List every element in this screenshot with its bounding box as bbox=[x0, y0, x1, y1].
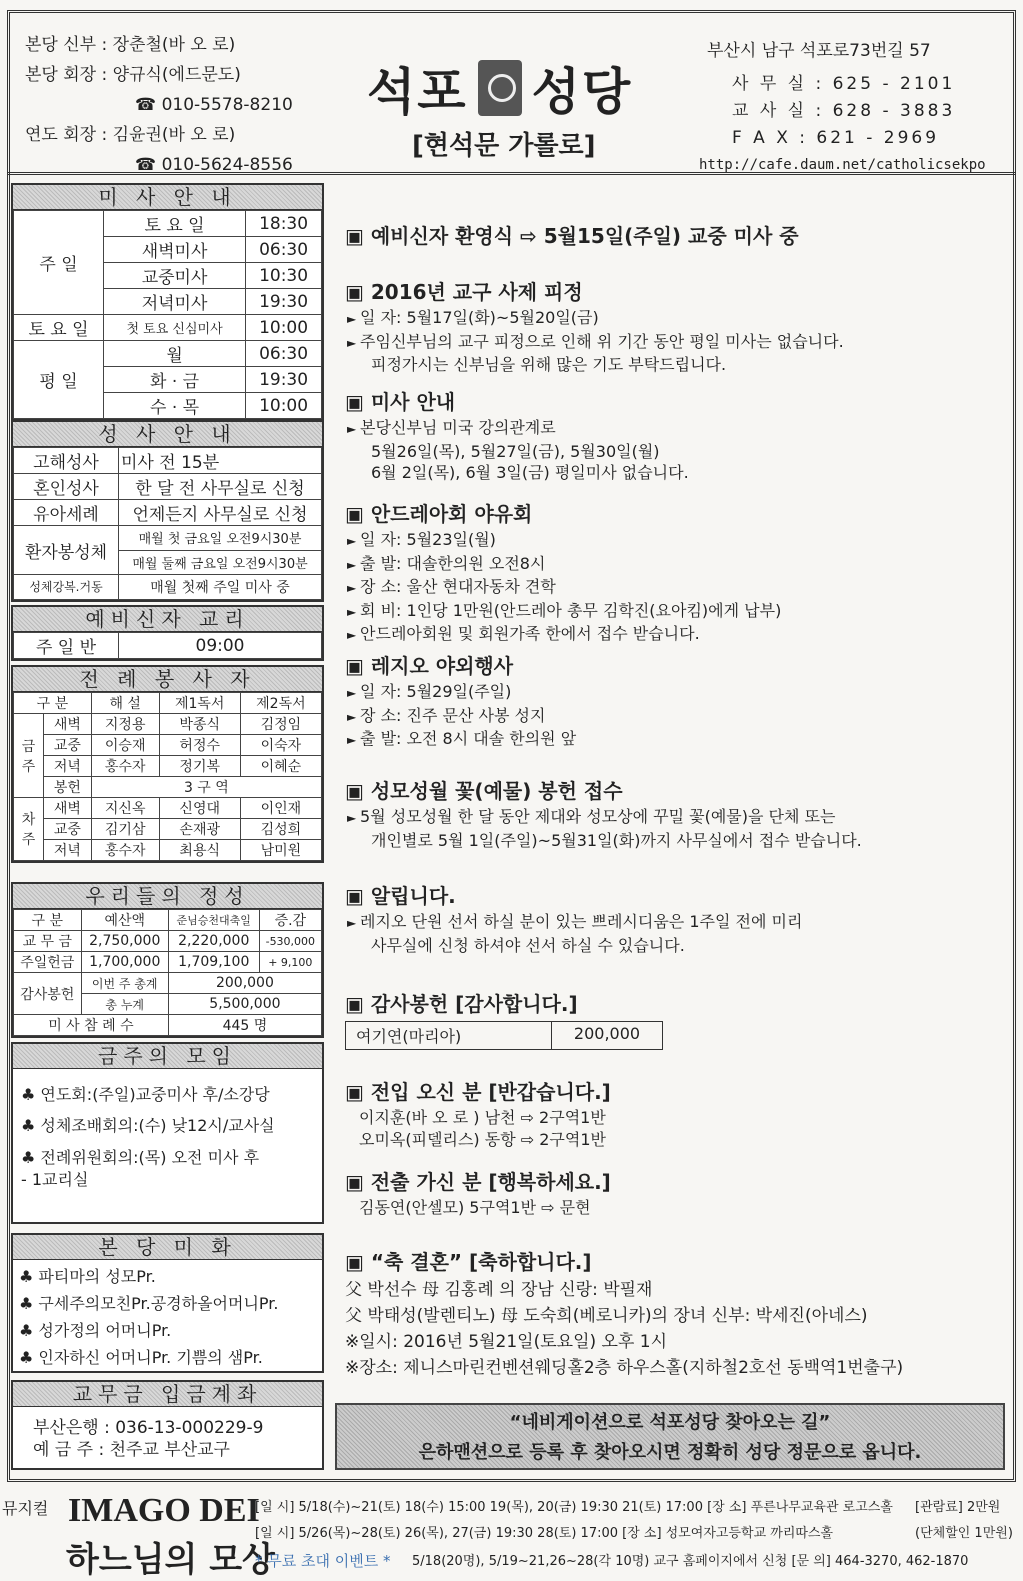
notice-section bbox=[345, 220, 1005, 251]
section-title: 전 례 봉 사 자 bbox=[13, 667, 322, 692]
section-title: 금주의 모임 bbox=[13, 1044, 322, 1069]
list-item: ♣ 인자하신 어머니Pr. 기쁨의 샘Pr. bbox=[19, 1348, 263, 1367]
cell: 김기삼 bbox=[91, 819, 159, 840]
notice-title: ▣ 안드레아회 야유회 bbox=[345, 498, 1005, 527]
cell: 5,500,000 bbox=[168, 994, 321, 1015]
flowers-box bbox=[11, 1233, 324, 1373]
cell: 예산액 bbox=[81, 910, 168, 931]
account-holder: 예 금 주 : 천주교 부산교구 bbox=[33, 1440, 230, 1460]
notice-section bbox=[345, 386, 1005, 484]
thanks-table bbox=[345, 1021, 663, 1050]
cell: 지신옥 bbox=[91, 798, 159, 819]
notice-section bbox=[345, 276, 1005, 376]
notice-title: ▣ 알립니다. bbox=[345, 880, 1005, 909]
cell: 1,700,000 bbox=[81, 952, 168, 973]
cell: 첫 토요 신심미사 bbox=[104, 315, 246, 341]
cell: 제2독서 bbox=[240, 693, 321, 714]
notice-title: ▣ “축 결혼” [축하합니다.] bbox=[345, 1246, 1005, 1275]
yeondo-phone: ☎ 010-5624-8556 bbox=[135, 155, 293, 175]
cell: 06:30 bbox=[246, 341, 322, 367]
notice-line: 피정가시는 신부님을 위해 많은 기도 부탁드립니다. bbox=[371, 355, 727, 374]
notice-section bbox=[345, 650, 1005, 752]
cell: 새벽미사 bbox=[104, 237, 246, 263]
teacher-room-phone: 교 사 실 : 628 - 3883 bbox=[732, 101, 956, 121]
fax: F A X : 621 - 2969 bbox=[732, 128, 940, 148]
president-phone: ☎ 010-5578-8210 bbox=[135, 95, 293, 115]
cell: 교중미사 bbox=[104, 263, 246, 289]
section-title: 교무금 입금계좌 bbox=[13, 1382, 322, 1407]
cell: 교 무 금 bbox=[14, 931, 82, 952]
cell: 09:00 bbox=[119, 633, 322, 659]
cell: 금 주 bbox=[14, 714, 44, 798]
cell: 매월 첫째 주일 미사 중 bbox=[119, 575, 322, 600]
liturgy-servers bbox=[11, 665, 324, 863]
section-title: 예비신자 교리 bbox=[13, 607, 322, 632]
header bbox=[7, 10, 1016, 175]
cell: 2,220,000 bbox=[168, 931, 259, 952]
title-right: 성당 bbox=[531, 63, 633, 121]
cell: 토 요 일 bbox=[14, 315, 104, 341]
list-item: ♣ 연도회:(주일)교중미사 후/소강당 bbox=[21, 1085, 270, 1104]
cell: + 9,100 bbox=[259, 952, 321, 973]
cell: 매월 첫 금요일 오전9시30분 bbox=[119, 526, 322, 551]
meetings-box bbox=[11, 1042, 324, 1224]
cell: 김성희 bbox=[240, 819, 321, 840]
catechism-box bbox=[11, 605, 324, 661]
cell: 준님승천대축일 bbox=[168, 910, 259, 931]
cell: 주 일 반 bbox=[14, 633, 119, 659]
list-item: ♣ 성체조배회의:(수) 낮12시/교사실 bbox=[21, 1116, 275, 1135]
section-title: 본 당 미 화 bbox=[13, 1235, 322, 1260]
bank-account: 부산은행 : 036-13-000229-9 bbox=[33, 1418, 264, 1438]
donor-name: 여기연(마리아) bbox=[356, 1027, 462, 1046]
cell: 3 구 역 bbox=[91, 777, 321, 798]
notice-section bbox=[345, 1246, 1005, 1381]
cell: 19:30 bbox=[246, 289, 322, 315]
notice-line: ※장소: 제니스마린컨벤션웨딩홀2층 하우스홀(지하철2호선 동백역1번출구) bbox=[345, 1358, 904, 1378]
notice-line: 父 박선수 母 김홍례 의 장남 신랑: 박필재 bbox=[345, 1280, 653, 1300]
cell: 10:00 bbox=[246, 315, 322, 341]
price: [관람료] 2만원 bbox=[915, 1500, 1001, 1515]
cell: 10:00 bbox=[246, 393, 322, 419]
list-item: ♣ 성가정의 어머니Pr. bbox=[19, 1321, 172, 1340]
event-details: 5/18(20명), 5/19~21,26~28(각 10명) 교구 홈페이지에서 신청 [문 의] 464-3270, 462-1870 bbox=[412, 1554, 969, 1569]
notice-line: 이지훈(바 오 로 ) 남천 ⇨ 2구역1반 bbox=[359, 1108, 606, 1127]
list-item: ♣ 전례위원회의:(목) 오전 미사 후 bbox=[21, 1148, 260, 1167]
cell: 화 · 금 bbox=[104, 367, 246, 393]
cafe-link[interactable]: http://cafe.daum.net/catholicsekpo bbox=[699, 157, 986, 173]
section-title: 미 사 안 내 bbox=[13, 185, 322, 210]
notice-title: ▣ 미사 안내 bbox=[345, 386, 1005, 415]
notice-section bbox=[345, 775, 1005, 851]
cell: 증.감 bbox=[259, 910, 321, 931]
cell: 총 누계 bbox=[81, 994, 168, 1015]
musical-title-en: IMAGO DEI bbox=[68, 1492, 260, 1529]
cell: 구 분 bbox=[14, 910, 82, 931]
navigation-banner bbox=[335, 1403, 1005, 1470]
notice-line: ► 장 소: 진주 문산 사봉 성지 bbox=[345, 705, 1005, 729]
cell: 홍수자 bbox=[91, 756, 159, 777]
office-phone: 사 무 실 : 625 - 2101 bbox=[732, 74, 956, 94]
schedule-1: [일 시] 5/18(수)~21(토) 18(수) 15:00 19(목), 20(금) 19:30 21(토) 17:00 [장 소] 푸른나무교육관 로고스홀 bbox=[255, 1500, 893, 1515]
notice-section bbox=[345, 1076, 1005, 1150]
notice-line: ► 본당신부님 미국 강의관계로 bbox=[345, 417, 1005, 441]
cell: 구 분 bbox=[14, 693, 92, 714]
cell: 언제든지 사무실로 신청 bbox=[119, 500, 322, 526]
cell: 교중 bbox=[44, 819, 92, 840]
list-item: - 1교리실 bbox=[21, 1170, 89, 1189]
church-title bbox=[367, 52, 632, 124]
notice-section bbox=[345, 1166, 1005, 1219]
notice-title: ▣ 2016년 교구 사제 피정 bbox=[345, 276, 1005, 305]
cell: 06:30 bbox=[246, 237, 322, 263]
notice-line: ► 일 자: 5월17일(화)~5월20일(금) bbox=[345, 307, 1005, 331]
contact-info bbox=[699, 38, 986, 179]
nav-line-2: 은하맨션으로 등록 후 찾아오시면 정확히 성당 정문으로 옵니다. bbox=[418, 1442, 922, 1463]
cell: 주일헌금 bbox=[14, 952, 82, 973]
schedule-2: [일 시] 5/26(목)~28(토) 26(목), 27(금) 19:30 28(토) 17:00 [장 소] 성모여자고등학교 까리따스홀 bbox=[255, 1526, 834, 1541]
sacrament-info bbox=[11, 420, 324, 602]
cell: 2,750,000 bbox=[81, 931, 168, 952]
cell: 이숙자 bbox=[240, 735, 321, 756]
musical-label: 뮤지컬 bbox=[2, 1499, 49, 1518]
free-event: * 무료 초대 이벤트 * bbox=[255, 1552, 391, 1570]
cell: 김정임 bbox=[240, 714, 321, 735]
cell: 이승재 bbox=[91, 735, 159, 756]
cell: 감사봉헌 bbox=[14, 973, 82, 1015]
notice-line: ► 주임신부님의 교구 피정으로 인해 위 기간 동안 평일 미사는 없습니다. bbox=[345, 331, 1005, 355]
cell: 혼인성사 bbox=[14, 474, 119, 500]
cell: 정기복 bbox=[159, 756, 240, 777]
cell: 한 달 전 사무실로 신청 bbox=[119, 474, 322, 500]
donation-amount: 200,000 bbox=[551, 1022, 662, 1049]
discount: (단체할인 1만원) bbox=[915, 1526, 1013, 1541]
cell: 해 설 bbox=[91, 693, 159, 714]
notice-line: ► 회 비: 1인당 1만원(안드레아 총무 김학진(요아킴)에게 납부) bbox=[345, 600, 1005, 624]
cell: 주 일 bbox=[14, 211, 104, 315]
notice-line: 6월 2일(목), 6월 3일(금) 평일미사 없습니다. bbox=[371, 463, 689, 482]
cell: 교중 bbox=[44, 735, 92, 756]
cell: 새벽 bbox=[44, 798, 92, 819]
notice-line: ► 레지오 단원 선서 하실 분이 있는 쁘레시디움은 1주일 전에 미리 bbox=[345, 911, 1005, 935]
cell: 봉헌 bbox=[44, 777, 92, 798]
yeondo-president: 연도 회장 : 김윤권(바 오 로) bbox=[25, 125, 236, 145]
cell: 이인재 bbox=[240, 798, 321, 819]
cell: 미 사 참 례 수 bbox=[14, 1015, 169, 1036]
notice-section bbox=[345, 880, 1005, 956]
cell: 손재광 bbox=[159, 819, 240, 840]
title-left: 석포 bbox=[367, 63, 468, 121]
section-title: 우리들의 정성 bbox=[13, 884, 322, 909]
cell: 제1독서 bbox=[159, 693, 240, 714]
cell: -530,000 bbox=[259, 931, 321, 952]
cell: 저녁 bbox=[44, 756, 92, 777]
staff-info bbox=[25, 30, 293, 180]
cell: 신영대 bbox=[159, 798, 240, 819]
notice-title: ▣ 레지오 야외행사 bbox=[345, 650, 1005, 679]
address: 부산시 남구 석포로73번길 57 bbox=[707, 41, 931, 61]
cell: 고해성사 bbox=[14, 448, 119, 474]
cell: 박종식 bbox=[159, 714, 240, 735]
notice-line: ► 출 발: 오전 8시 대솔 한의원 앞 bbox=[345, 728, 1005, 752]
notice-line: ► 출 발: 대솔한의원 오전8시 bbox=[345, 553, 1005, 577]
notice-line: ► 안드레아회원 및 회원가족 한에서 접수 받습니다. bbox=[345, 623, 1005, 647]
cell: 허정수 bbox=[159, 735, 240, 756]
nav-line-1: “네비게이션으로 석포성당 찾아오는 길” bbox=[509, 1412, 831, 1433]
cell: 200,000 bbox=[168, 973, 321, 994]
cell: 성체강복.거동 bbox=[14, 575, 119, 600]
cell: 새벽 bbox=[44, 714, 92, 735]
notice-title: ▣ 전입 오신 분 [반갑습니다.] bbox=[345, 1076, 1005, 1105]
notice-line: 오미옥(피델리스) 동항 ⇨ 2구역1반 bbox=[359, 1129, 606, 1149]
cell: 유아세례 bbox=[14, 500, 119, 526]
notice-line: ► 장 소: 울산 현대자동차 견학 bbox=[345, 576, 1005, 600]
list-item: ♣ 파티마의 성모Pr. bbox=[19, 1267, 156, 1286]
cell: 저녁미사 bbox=[104, 289, 246, 315]
cell: 10:30 bbox=[246, 263, 322, 289]
cell: 월 bbox=[104, 341, 246, 367]
notice-line: ► 일 자: 5월23일(월) bbox=[345, 529, 1005, 553]
cell: 환자봉성체 bbox=[14, 526, 119, 575]
cell: 평 일 bbox=[14, 341, 104, 419]
account-box bbox=[11, 1380, 324, 1470]
cell: 수 · 목 bbox=[104, 393, 246, 419]
cell: 이혜순 bbox=[240, 756, 321, 777]
notice-title: ▣ 전출 가신 분 [행복하세요.] bbox=[345, 1166, 1005, 1195]
musical-ad bbox=[0, 1490, 1023, 1580]
church-emblem-icon bbox=[478, 60, 522, 116]
cell: 토 요 일 bbox=[104, 211, 246, 237]
cell: 지정용 bbox=[91, 714, 159, 735]
musical-title-ko: 하느님의 모상 bbox=[66, 1540, 275, 1580]
section-title: 성 사 안 내 bbox=[13, 422, 322, 447]
notice-line: ※일시: 2016년 5월21일(토요일) 오후 1시 bbox=[345, 1332, 668, 1352]
notice-line: 개인별로 5월 1일(주일)~5월31일(화)까지 사무실에서 접수 받습니다. bbox=[371, 830, 862, 850]
cell: 매월 둘째 금요일 오전9시30분 bbox=[119, 550, 322, 575]
notice-title: ▣ 감사봉헌 [감사합니다.] bbox=[345, 988, 1005, 1017]
president: 본당 회장 : 양규식(에드문도) bbox=[25, 65, 241, 85]
cell: 이번 주 총계 bbox=[81, 973, 168, 994]
notice-line: ► 5월 성모성월 한 달 동안 제대와 성모상에 꾸밀 꽃(예물)을 단체 또는 bbox=[345, 806, 1005, 830]
notice-section bbox=[345, 498, 1005, 647]
cell: 남미원 bbox=[240, 840, 321, 861]
notice-line: 5월26일(목), 5월27일(금), 5월30일(월) bbox=[371, 441, 660, 461]
cell: 미사 전 15분 bbox=[119, 448, 322, 474]
notice-title: ▣ 예비신자 환영식 ⇨ 5월15일(주일) 교중 미사 중 bbox=[345, 220, 1005, 249]
list-item: ♣ 구세주의모친Pr.공경하올어머니Pr. bbox=[19, 1294, 279, 1313]
mass-schedule bbox=[11, 183, 324, 421]
cell: 최용식 bbox=[159, 840, 240, 861]
notice-line: 사무실에 신청 하셔야 선서 하실 수 있습니다. bbox=[371, 935, 685, 955]
notice-line: 父 박태성(발렌티노) 母 도숙희(베로니카)의 장녀 신부: 박세진(아네스) bbox=[345, 1306, 868, 1326]
finance-box bbox=[11, 882, 324, 1038]
cell: 홍수자 bbox=[91, 840, 159, 861]
notice-line: 김동연(안셀모) 5구역1반 ⇨ 문현 bbox=[359, 1198, 591, 1217]
notice-line: ► 일 자: 5월29일(주일) bbox=[345, 681, 1005, 705]
pastor: 본당 신부 : 장춘철(바 오 로) bbox=[25, 35, 236, 55]
cell: 19:30 bbox=[246, 367, 322, 393]
notice-section bbox=[345, 988, 1005, 1050]
cell: 저녁 bbox=[44, 840, 92, 861]
cell: 1,709,100 bbox=[168, 952, 259, 973]
cell: 445 명 bbox=[168, 1015, 321, 1036]
patron: [현석문 가롤로] bbox=[412, 131, 596, 161]
cell: 18:30 bbox=[246, 211, 322, 237]
notice-title: ▣ 성모성월 꽃(예물) 봉헌 접수 bbox=[345, 775, 1005, 804]
cell: 차 주 bbox=[14, 798, 44, 861]
